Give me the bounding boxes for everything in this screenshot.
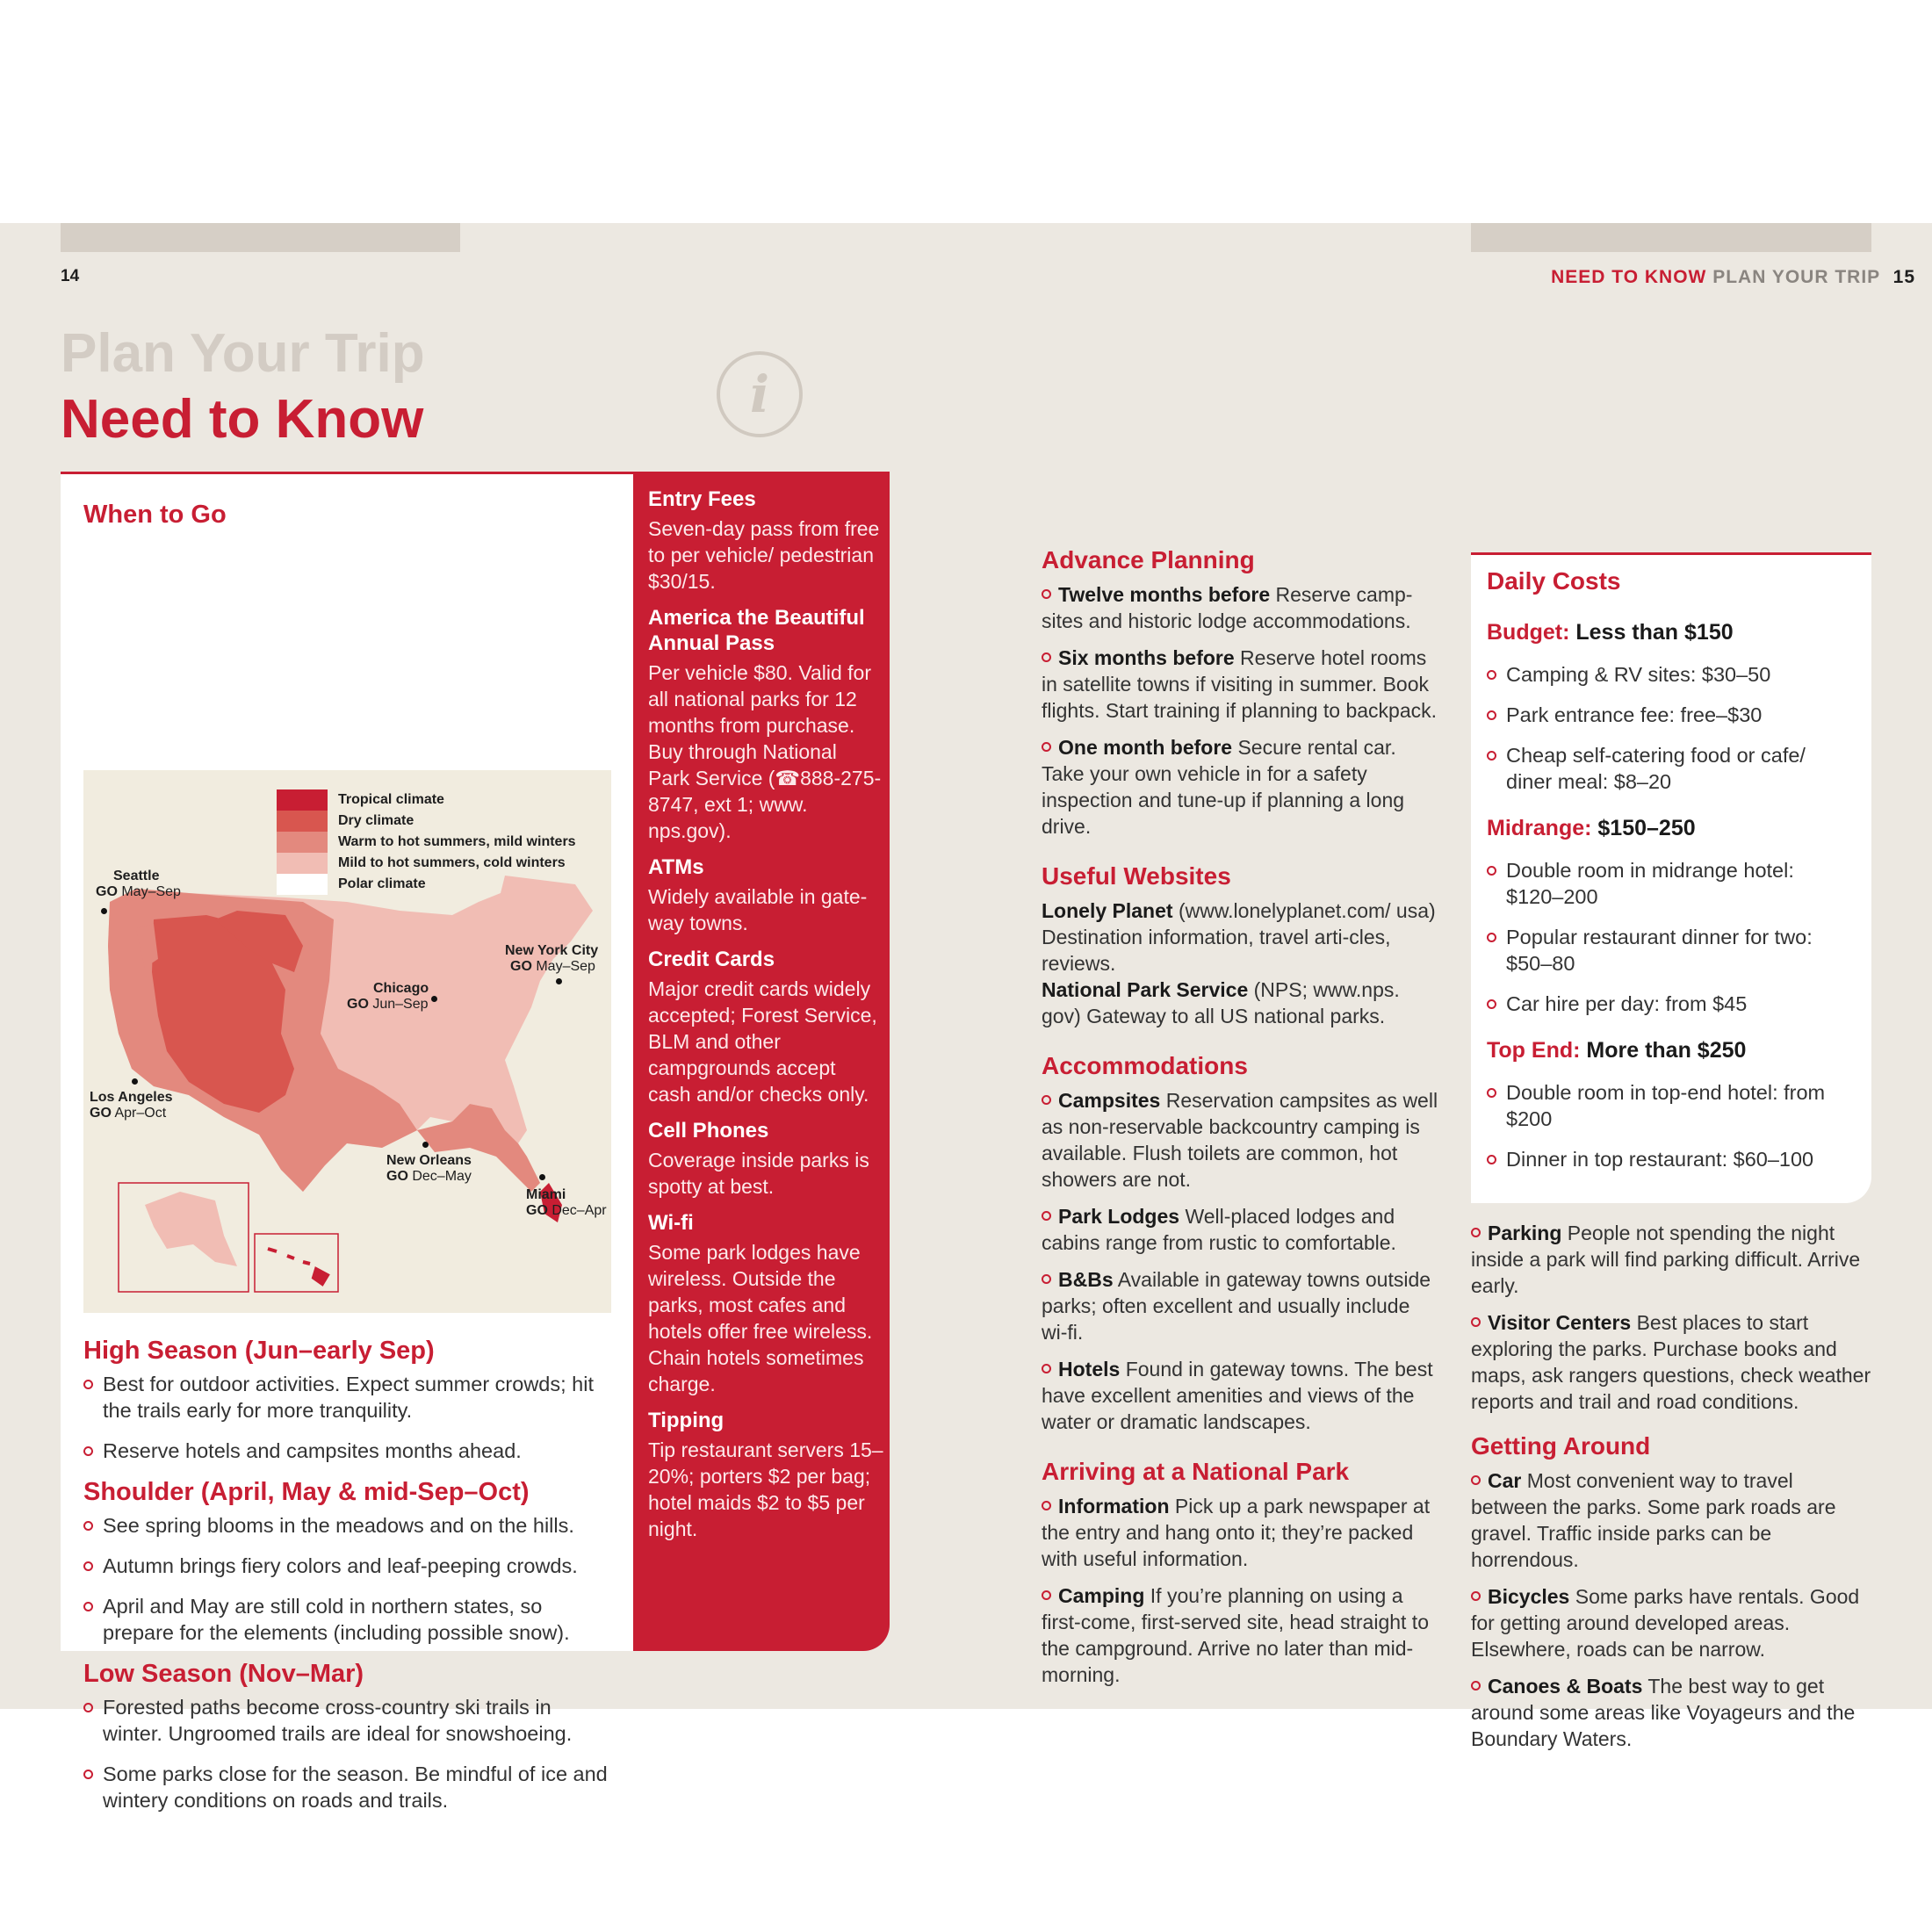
circle-bullet-icon <box>1471 1228 1481 1237</box>
circle-bullet-icon <box>1042 589 1051 599</box>
legend-label: Polar climate <box>338 876 426 891</box>
climate-map <box>83 770 611 1313</box>
fact-text: Coverage inside parks is spotty at best. <box>648 1149 869 1198</box>
list-item: Camping & RV sites: $30–50 <box>1487 661 1856 688</box>
fact-text: Seven-day pass from free to per vehicle/ pedestrian $30/15. <box>648 517 880 593</box>
list-item: Twelve months before Reserve camp-sites and historic lodge accommodations. <box>1042 583 1413 632</box>
fact-heading: Wi-fi <box>648 1211 694 1235</box>
circle-bullet-icon <box>1042 1211 1051 1221</box>
book-spread <box>0 223 1932 1812</box>
fact-heading: Entry Fees <box>648 487 756 511</box>
list-item: Visitor Centers Best places to start exploring the parks. Purchase books and maps, ask rangers questions, check weather reports and trail and road conditions. <box>1471 1311 1871 1413</box>
city-dot <box>431 996 437 1002</box>
running-head-section: NEED TO KNOW <box>1551 267 1707 287</box>
season-heading-high: High Season (Jun–early Sep) <box>83 1337 435 1365</box>
map-legend <box>277 789 576 895</box>
cost-list-budget <box>1487 661 1856 795</box>
list-item: April and May are still cold in northern states, so prepare for the elements (including possible snow). <box>83 1593 610 1646</box>
arriving-heading: Arriving at a National Park <box>1042 1458 1350 1485</box>
city-dot <box>556 978 562 984</box>
list-item: Bicycles Some parks have rentals. Good for getting around developed areas. Elsewhere, roads can be narrow. <box>1471 1585 1860 1661</box>
legend-label: Mild to hot summers, cold winters <box>338 855 566 870</box>
right-page-tab <box>1471 223 1871 252</box>
info-icon: i <box>717 351 803 437</box>
list-item: Dinner in top restaurant: $60–100 <box>1487 1146 1856 1172</box>
legend-swatch <box>277 811 328 832</box>
list-item: Best for outdoor activities. Expect summer crowds; hit the trails early for more tranquility. <box>83 1371 610 1424</box>
list-item: One month before Secure rental car. Take your own vehicle in for a safety inspection and tune-up if planning a long drive. <box>1042 736 1405 838</box>
legend-item <box>277 789 576 811</box>
legend-item <box>277 853 576 874</box>
getting-around-column <box>1471 1220 1875 1763</box>
list-item: Cheap self-catering food or cafe/ diner meal: $8–20 <box>1487 742 1856 795</box>
page-title: Need to Know <box>61 389 424 450</box>
list-item: Hotels Found in gateway towns. The best have excellent amenities and views of the water or dramatic landscapes. <box>1042 1358 1433 1433</box>
list-item: Forested paths become cross-country ski trails in winter. Ungroomed trails are ideal for snowshoeing. <box>83 1694 610 1747</box>
running-head <box>1551 267 1915 288</box>
list-item: Double room in top-end hotel: from $200 <box>1487 1079 1856 1132</box>
circle-bullet-icon <box>1042 1095 1051 1105</box>
list-item: Some parks close for the season. Be mindful of ice and wintery conditions on roads and trails. <box>83 1761 610 1813</box>
season-list-shoulder <box>83 1512 610 1646</box>
circle-bullet-icon <box>1042 1590 1051 1600</box>
city-dot <box>422 1142 429 1148</box>
list-item: Car hire per day: from $45 <box>1487 991 1856 1017</box>
city-dot <box>539 1174 545 1180</box>
circle-bullet-icon <box>1042 1501 1051 1510</box>
fact-text: Major credit cards widely accepted; Forest Service, BLM and other campgrounds accept cash and/or checks only. <box>648 977 877 1106</box>
circle-bullet-icon <box>1042 742 1051 752</box>
list-item: Camping If you’re planning on using a first-come, first-served site, head straight to the campground. Arrive no later than mid-morning. <box>1042 1584 1429 1686</box>
fact-text: Widely available in gate-way towns. <box>648 885 868 934</box>
fact-heading: Cell Phones <box>648 1119 769 1143</box>
season-heading-low: Low Season (Nov–Mar) <box>83 1660 364 1688</box>
left-page-tab <box>61 223 460 252</box>
useful-websites-heading: Useful Websites <box>1042 862 1231 890</box>
list-item: Information Pick up a park newspaper at the entry and hang onto it; they’re packed with useful information. <box>1042 1495 1431 1570</box>
city-label-new-york: New York City GO May–Sep <box>505 943 599 974</box>
seasons <box>83 1337 610 1827</box>
list-item: Canoes & Boats The best way to get around some areas like Voyageurs and the Boundary Waters. <box>1471 1675 1856 1750</box>
cost-tier-top-end: Top End: More than $250 <box>1487 1038 1747 1063</box>
city-dot <box>101 908 107 914</box>
list-item: Double room in midrange hotel: $120–200 <box>1487 857 1856 910</box>
circle-bullet-icon <box>1042 1364 1051 1373</box>
legend-item <box>277 874 576 895</box>
fact-heading: ATMs <box>648 855 704 879</box>
daily-costs-heading: Daily Costs <box>1487 567 1621 595</box>
circle-bullet-icon <box>1042 1274 1051 1284</box>
cost-tier-midrange: Midrange: $150–250 <box>1487 816 1696 840</box>
daily-costs-box <box>1471 552 1871 1203</box>
list-item: Lonely Planet (www.lonelyplanet.com/ usa) Destination information, travel arti-cles, reviews. <box>1042 899 1436 975</box>
legend-swatch <box>277 853 328 874</box>
accommodations-heading: Accommodations <box>1042 1052 1248 1079</box>
city-label-seattle: Seattle GO May–Sep <box>96 869 181 899</box>
cost-tier-budget: Budget: Less than $150 <box>1487 620 1734 645</box>
legend-label: Warm to hot summers, mild winters <box>338 834 576 849</box>
list-item: Park Lodges Well-placed lodges and cabins range from rustic to comfortable. <box>1042 1205 1396 1254</box>
city-label-miami: Miami GO Dec–Apr <box>526 1187 607 1218</box>
circle-bullet-icon <box>1471 1681 1481 1690</box>
list-item: Campsites Reservation campsites as well as non-reservable backcountry camping is available. Flush toilets are common, hot showers are not. <box>1042 1089 1438 1191</box>
list-item: Park entrance fee: free–$30 <box>1487 702 1856 728</box>
daily-costs-content <box>1487 567 1856 1186</box>
cost-list-midrange <box>1487 857 1856 1017</box>
fact-text: Per vehicle $80. Valid for all national parks for 12 months from purchase. Buy through National Park Service (☎888-275-8747, ext 1; www. nps.gov). <box>648 661 882 842</box>
advance-planning-heading: Advance Planning <box>1042 546 1255 573</box>
left-page-number: 14 <box>61 267 80 285</box>
right-page-number: 15 <box>1892 267 1915 287</box>
legend-item <box>277 832 576 853</box>
list-item: Six months before Reserve hotel rooms in satellite towns if visiting in summer. Book flights. Start training if planning to backpack. <box>1042 646 1438 722</box>
list-item: See spring blooms in the meadows and on the hills. <box>83 1512 610 1539</box>
legend-swatch <box>277 789 328 811</box>
getting-around-heading: Getting Around <box>1471 1432 1651 1460</box>
when-to-go-heading: When to Go <box>83 501 227 529</box>
circle-bullet-icon <box>1042 652 1051 662</box>
running-head-chapter: PLAN YOUR TRIP <box>1712 267 1880 287</box>
legend-label: Tropical climate <box>338 792 444 807</box>
planning-column <box>1042 546 1441 1698</box>
list-item: Parking People not spending the night inside a park will find parking difficult. Arrive early. <box>1471 1222 1861 1297</box>
cost-list-top-end <box>1487 1079 1856 1172</box>
chapter-title: Plan Your Trip <box>61 323 425 384</box>
season-heading-shoulder: Shoulder (April, May & mid-Sep–Oct) <box>83 1478 530 1506</box>
legend-swatch <box>277 874 328 895</box>
fact-text: Tip restaurant servers 15–20%; porters $2 per bag; hotel maids $2 to $5 per night. <box>648 1438 883 1540</box>
list-item: Autumn brings fiery colors and leaf-peeping crowds. <box>83 1553 610 1579</box>
legend-item <box>277 811 576 832</box>
fact-heading: Credit Cards <box>648 948 775 971</box>
circle-bullet-icon <box>1471 1591 1481 1601</box>
list-item: Car Most convenient way to travel between the parks. Some park roads are gravel. Traffic inside parks can be horrendous. <box>1471 1469 1836 1571</box>
circle-bullet-icon <box>1471 1475 1481 1485</box>
fact-heading: America the Beautiful Annual Pass <box>648 606 865 655</box>
city-dot <box>132 1078 138 1085</box>
city-label-chicago: Chicago GO Jun–Sep <box>347 981 429 1012</box>
season-list-low <box>83 1694 610 1813</box>
city-label-new-orleans: New Orleans GO Dec–May <box>386 1153 472 1184</box>
list-item: National Park Service (NPS; www.nps. gov) Gateway to all US national parks. <box>1042 978 1400 1027</box>
circle-bullet-icon <box>1471 1317 1481 1327</box>
fact-heading: Tipping <box>648 1409 724 1432</box>
fact-text: Some park lodges have wireless. Outside the parks, most cafes and hotels offer free wireless. Chain hotels sometimes charge. <box>648 1241 873 1395</box>
city-label-los-angeles: Los Angeles GO Apr–Oct <box>90 1090 173 1121</box>
legend-label: Dry climate <box>338 813 415 828</box>
season-list-high <box>83 1371 610 1464</box>
legend-swatch <box>277 832 328 853</box>
list-item: B&Bs Available in gateway towns outside parks; often excellent and usually include wi-fi. <box>1042 1268 1431 1344</box>
list-item: Popular restaurant dinner for two: $50–80 <box>1487 924 1856 977</box>
facts-column <box>648 487 883 1553</box>
list-item: Reserve hotels and campsites months ahead. <box>83 1438 610 1464</box>
